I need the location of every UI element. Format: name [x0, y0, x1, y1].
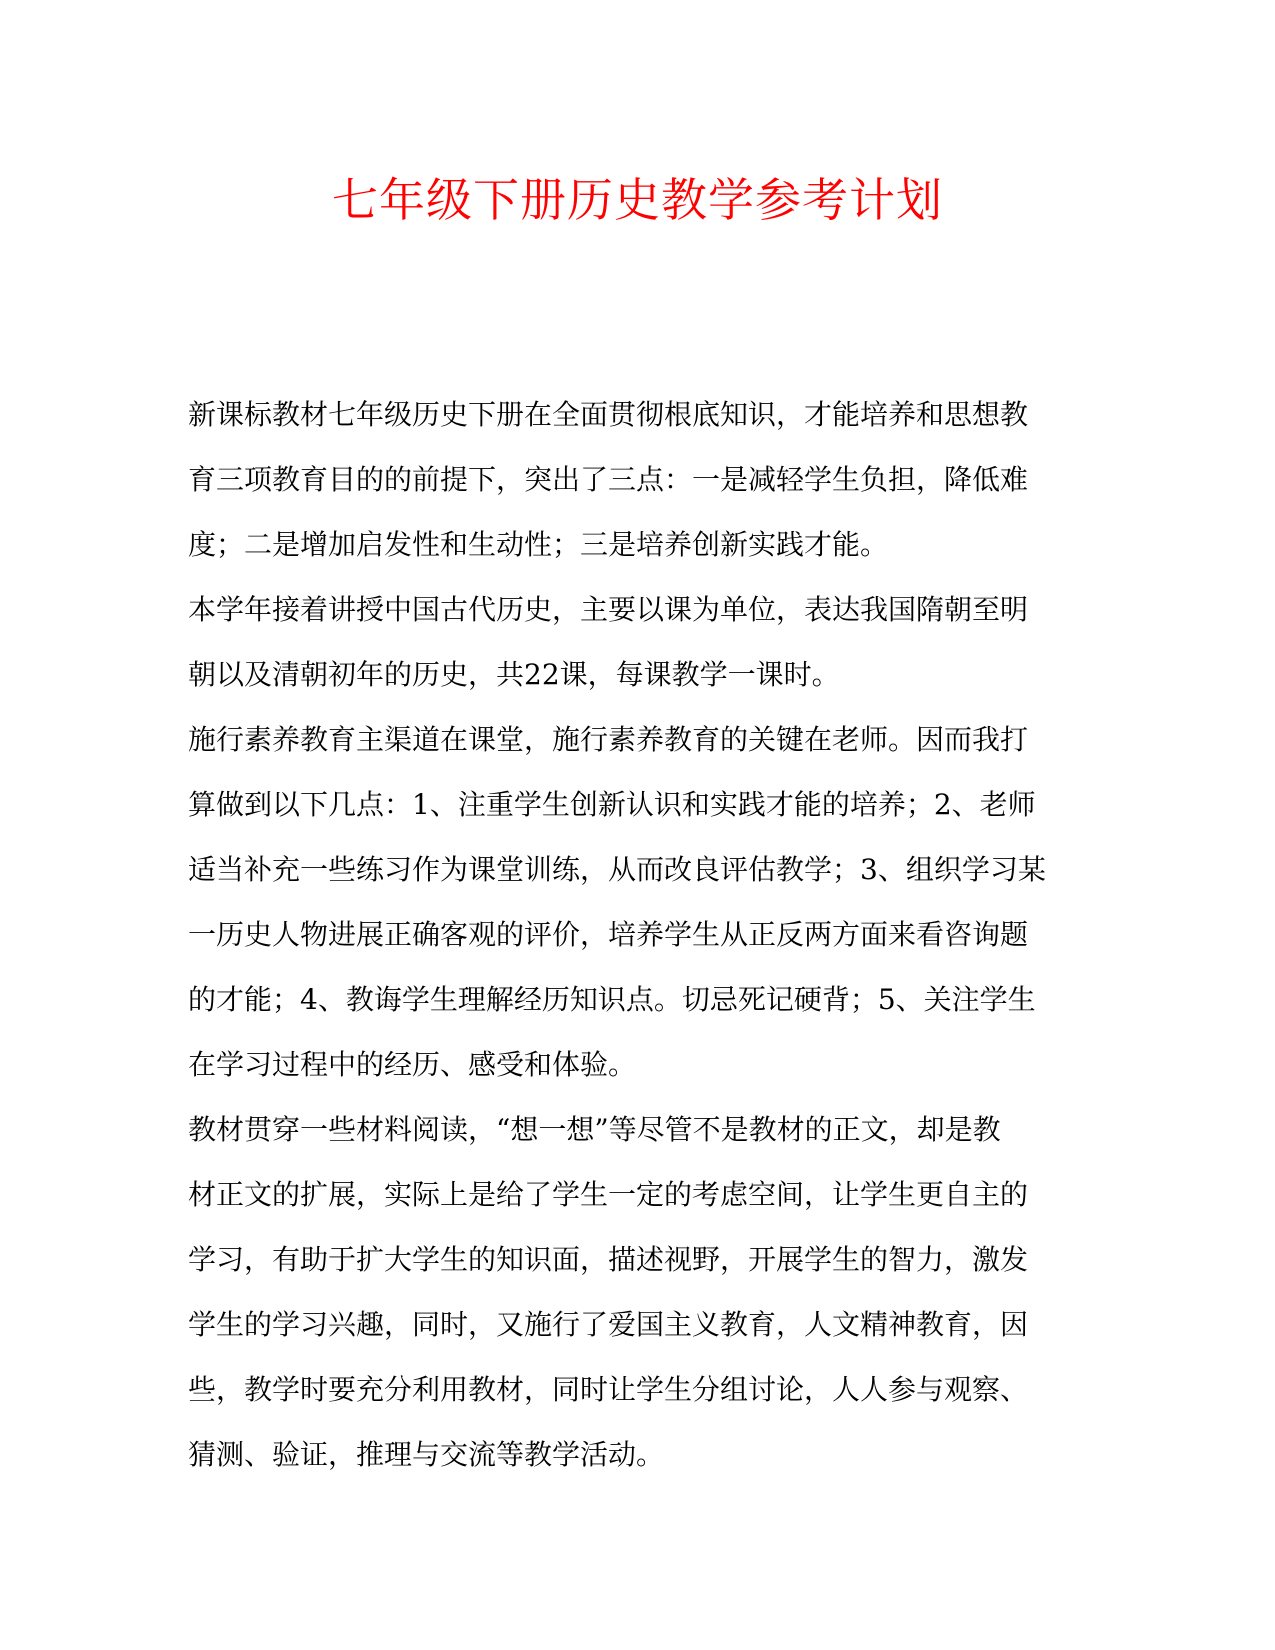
document-body — [188, 382, 1080, 1487]
paragraph-line: 朝以及清朝初年的历史，共22课，每课教学一课时。 — [188, 658, 840, 691]
paragraph-line: 一历史人物进展正确客观的评价，培养学生从正反两方面来看咨询题 — [188, 918, 1029, 951]
paragraph-line: 新课标教材七年级历史下册在全面贯彻根底知识，才能培养和思想教 — [188, 398, 1029, 431]
document-title: 七年级下册历史教学参考计划 — [332, 173, 943, 227]
paragraph-line: 的才能；4、教诲学生理解经历知识点。切忌死记硬背；5、关注学生 — [188, 983, 1036, 1016]
paragraph-4 — [188, 1097, 1080, 1487]
paragraph-line: 度；二是增加启发性和生动性；三是培养创新实践才能。 — [188, 528, 889, 561]
paragraph-line: 在学习过程中的经历、感受和体验。 — [188, 1048, 637, 1081]
paragraph-2 — [188, 577, 1080, 707]
paragraph-line: 施行素养教育主渠道在课堂，施行素养教育的关键在老师。因而我打 — [188, 723, 1029, 756]
paragraph-1 — [188, 382, 1080, 577]
paragraph-line: 算做到以下几点：1、注重学生创新认识和实践才能的培养；2、老师 — [188, 788, 1036, 821]
paragraph-line: 猜测、验证，推理与交流等教学活动。 — [188, 1438, 665, 1471]
paragraph-line: 学习，有助于扩大学生的知识面，描述视野，开展学生的智力，激发 — [188, 1243, 1029, 1276]
paragraph-3 — [188, 707, 1080, 1097]
paragraph-line: 学生的学习兴趣，同时，又施行了爱国主义教育，人文精神教育，因 — [188, 1308, 1029, 1341]
paragraph-line: 教材贯穿一些材料阅读，“想一想”等尽管不是教材的正文，却是教 — [188, 1113, 1001, 1146]
paragraph-line: 育三项教育目的的前提下，突出了三点：一是减轻学生负担，降低难 — [188, 463, 1029, 496]
paragraph-line: 适当补充一些练习作为课堂训练，从而改良评估教学；3、组织学习某 — [188, 853, 1046, 886]
paragraph-line: 本学年接着讲授中国古代历史，主要以课为单位，表达我国隋朝至明 — [188, 593, 1029, 626]
paragraph-line: 些，教学时要充分利用教材，同时让学生分组讨论，人人参与观察、 — [188, 1373, 1029, 1406]
paragraph-line: 材正文的扩展，实际上是给了学生一定的考虑空间，让学生更自主的 — [188, 1178, 1029, 1211]
